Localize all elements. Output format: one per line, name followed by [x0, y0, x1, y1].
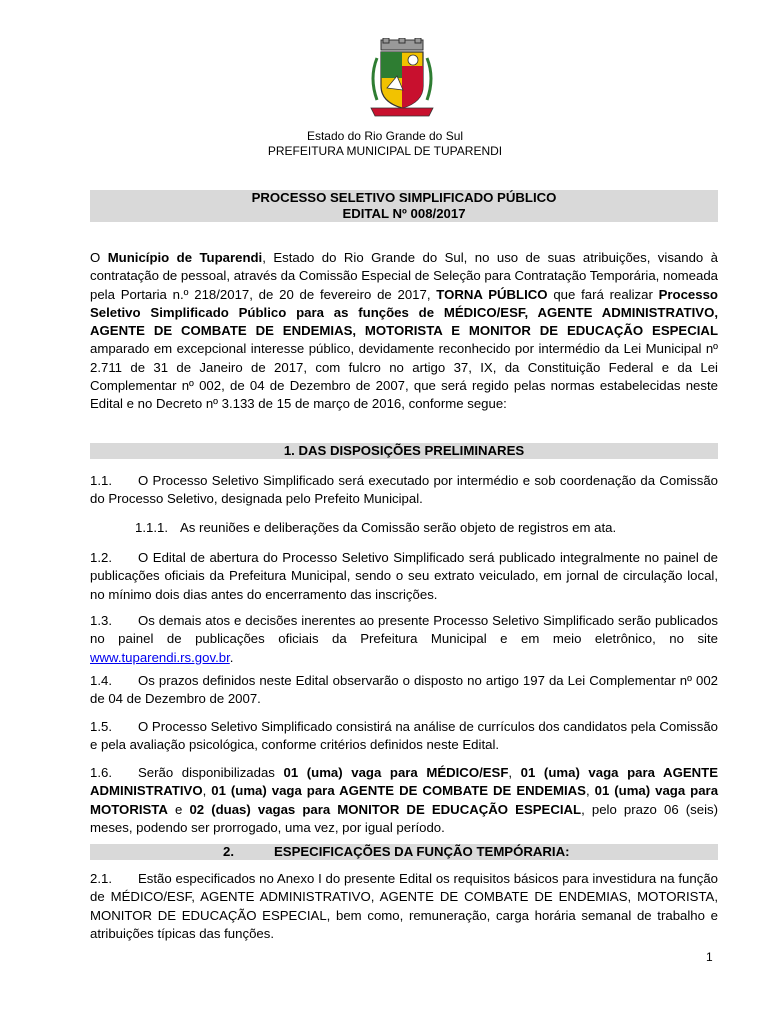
p16-bold-2: 01 (uma) vaga para AGENTE ADMINISTRATIVO — [90, 765, 718, 799]
paragraph-text: Estão especificados no Anexo I do presente Edital os requisitos básicos para investidura na função de MÉDICO/ESF, AGENTE ADMINISTRATIVO, AGENTE DE COMBATE DE ENDEMIAS, MOTORISTA, MONITOR DE EDUCAÇÃO ESPECIAL, bem como, remuneração, carga horária semanal de trabalho e atribuições típicas das funções. — [90, 871, 718, 941]
paragraph-text: As reuniões e deliberações da Comissão serão objeto de registros em ata. — [180, 520, 617, 535]
intro-text-2: , Estado do Rio Grande do Sul, no uso de suas atribuições, visando à contratação de pessoal, através da Comissão Especial de Seleção para Contratação Temporária, nomeada pela Portaria n.º 218/2017, de 20 de fevereiro de 2017, — [90, 250, 719, 302]
paragraph-number: 1.5. — [90, 719, 112, 734]
p16-bold-3: 01 (uma) vaga para AGENTE DE COMBATE DE ENDEMIAS — [211, 783, 586, 799]
paragraph-number: 1.3. — [90, 613, 112, 628]
prefecture-name: PREFEITURA MUNICIPAL DE TUPARENDI — [267, 144, 503, 158]
paragraph-2-1 — [90, 870, 718, 943]
section-1-heading: 1. DAS DISPOSIÇÕES PRELIMINARES — [90, 443, 718, 459]
p16-bold-1: 01 (uma) vaga para MÉDICO/ESF — [283, 765, 509, 780]
intro-text-3: que fará realizar — [547, 286, 659, 302]
paragraph-end: . — [229, 649, 234, 665]
paragraph-text: O Processo Seletivo Simplificado consistirá na análise de currículos dos candidatos pela Comissão e pela avaliação psicológica, conforme critérios definidos neste Edital. — [90, 719, 718, 753]
paragraph-text: Os demais atos e decisões inerentes ao presente Processo Seletivo Simplificado serão publicados no painel de publicações oficiais da Prefeitura Municipal e em meio eletrônico, no site — [90, 613, 718, 647]
section-2-title: ESPECIFICAÇÕES DA FUNÇÃO TEMPÓRARIA: — [274, 844, 570, 859]
intro-bold-1: Município de Tuparendi — [107, 250, 263, 265]
paragraph-number: 1.1.1. — [135, 520, 168, 535]
section-2-heading — [90, 844, 718, 860]
intro-text-4: amparado em excepcional interesse público, devidamente reconhecido por intermédio da Lei Municipal nº 2.711 de 31 de Janeiro de 2017, com fulcro no artigo 37, IX, da Constituição Federal e da Lei Complementar nº 002, de 04 de Dezembro de 2007, que será regido pelas normas estabelecidas neste Edital e no Decreto nº 3.133 de 15 de março de 2016, conforme segue: — [90, 341, 718, 412]
p16-text-2: , — [508, 765, 521, 780]
section-2-number: 2. — [223, 844, 234, 859]
p16-text-3: , — [202, 783, 212, 799]
p16-text-5: e — [167, 801, 190, 817]
p16-text-6: , pelo prazo 06 (seis) meses, podendo ser prorrogado, uma vez, por igual período. — [90, 801, 718, 835]
intro-paragraph — [90, 249, 718, 414]
intro-bold-3: Processo Seletivo Simplificado Público para as funções de MÉDICO/ESF, AGENTE ADMINISTRATIVO, AGENTE DE COMBATE DE ENDEMIAS, MOTORISTA E MONITOR DE EDUCAÇÃO ESPECIAL — [90, 286, 718, 339]
paragraph-number: 1.2. — [90, 550, 112, 565]
paragraph-1-3 — [90, 612, 718, 667]
title-line-2: EDITAL Nº 008/2017 — [90, 206, 718, 222]
title-line-1: PROCESSO SELETIVO SIMPLIFICADO PÚBLICO — [90, 190, 718, 206]
paragraph-1-1 — [90, 472, 718, 509]
paragraph-1-6 — [90, 764, 718, 837]
paragraph-1-1-1 — [135, 519, 718, 537]
paragraph-number: 1.6. — [90, 765, 112, 780]
paragraph-text: O Edital de abertura do Processo Seletivo Simplificado será publicado integralmente no painel de publicações oficiais da Prefeitura Municipal, sendo o seu extrato veiculado, em jornal de circulação local, no mínimo dois dias antes do encerramento das inscrições. — [90, 550, 718, 602]
page-number: 1 — [706, 950, 713, 964]
website-link[interactable]: www.tuparendi.rs.gov.br — [90, 649, 230, 665]
paragraph-number: 2.1. — [90, 871, 112, 886]
p16-text-1: Serão disponibilizadas — [138, 765, 284, 780]
paragraph-text: O Processo Seletivo Simplificado será executado por intermédio e sob coordenação da Comissão do Processo Seletivo, designada pelo Prefeito Municipal. — [90, 473, 718, 507]
paragraph-text: Os prazos definidos neste Edital observarão o disposto no artigo 197 da Lei Complementar nº 002 de 04 de Dezembro de 2007. — [90, 673, 718, 707]
paragraph-1-4 — [90, 672, 718, 709]
paragraph-1-2 — [90, 549, 718, 604]
state-name: Estado do Rio Grande do Sul — [306, 129, 464, 143]
intro-text-1: O — [90, 250, 108, 265]
p16-bold-4: 01 (uma) vaga para MOTORISTA — [90, 783, 719, 817]
intro-bold-2: TORNA PÚBLICO — [436, 286, 548, 302]
p16-bold-5: 02 (duas) vagas para MONITOR DE EDUCAÇÃO ESPECIAL — [189, 801, 582, 817]
municipal-coat-of-arms — [367, 38, 437, 118]
p16-text-4: , — [585, 783, 595, 799]
paragraph-1-5 — [90, 718, 718, 755]
paragraph-number: 1.1. — [90, 473, 112, 488]
paragraph-number: 1.4. — [90, 673, 112, 688]
